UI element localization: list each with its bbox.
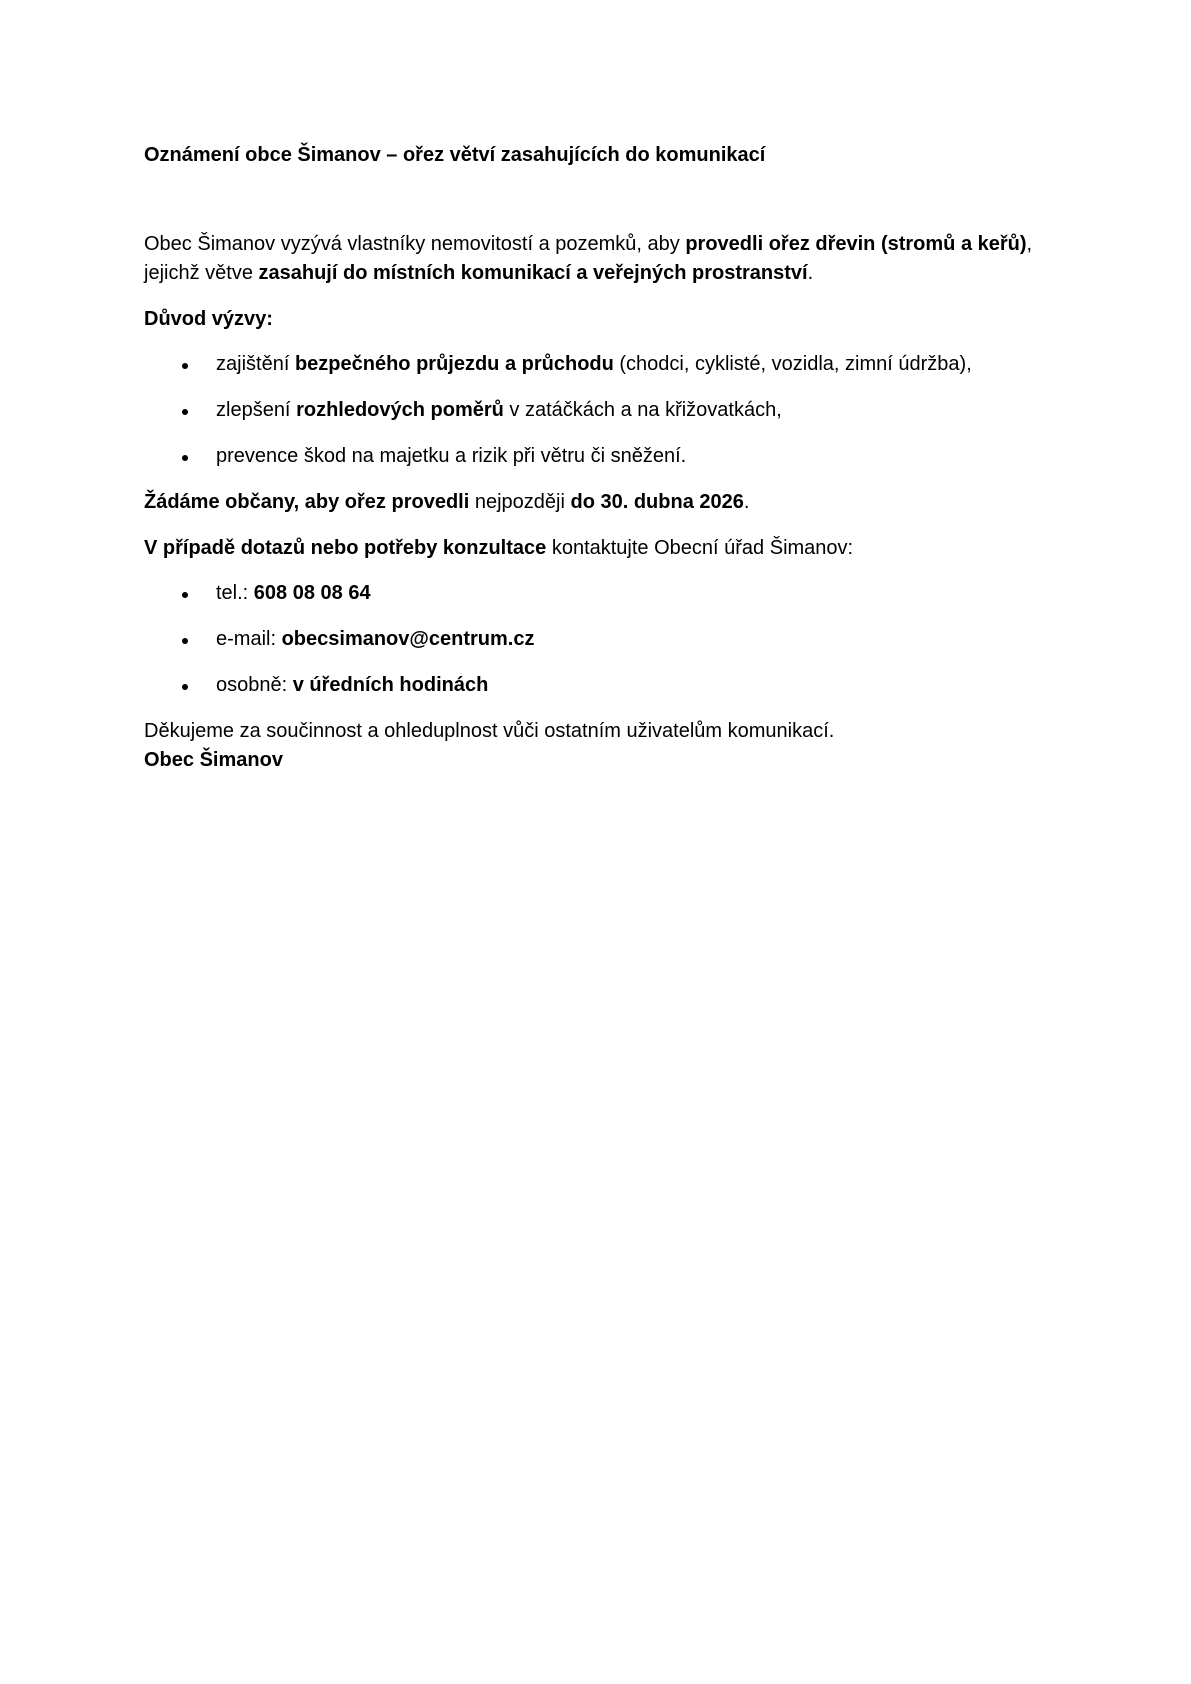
deadline-punct: . xyxy=(743,491,750,513)
thanks-text: Děkujeme za součinnost a ohleduplnost vůči ostatním uživatelům komunikací. xyxy=(144,720,835,742)
bullet-icon xyxy=(182,592,188,598)
bullet-icon xyxy=(182,455,188,461)
bullet-icon xyxy=(182,638,188,644)
contact-intro-emphasis: V případě dotazů nebo potřeby konzultace xyxy=(144,537,547,559)
list-item-text: v zatáčkách a na křižovatkách, xyxy=(503,399,782,421)
signature: Obec Šimanov xyxy=(144,749,283,771)
list-item-contact xyxy=(216,579,371,608)
list-item-text: (chodci, cyklisté, vozidla, zimní údržba), xyxy=(613,353,972,375)
deadline-paragraph xyxy=(144,488,1044,517)
document-title: Oznámení obce Šimanov – ořez větví zasahujících do komunikací xyxy=(144,144,766,166)
intro-emphasis: zasahují do místních komunikací a veřejných prostranství xyxy=(258,262,808,284)
contact-intro-text: kontaktujte Obecní úřad Šimanov: xyxy=(546,537,854,559)
list-item-reason xyxy=(216,350,972,379)
list-item-text: zajištění xyxy=(216,353,295,375)
list-item-text: zlepšení xyxy=(216,399,297,421)
intro-paragraph xyxy=(144,230,1044,288)
contact-label: e-mail: xyxy=(216,628,282,650)
deadline-date: do 30. dubna 2026 xyxy=(570,491,744,513)
list-item-contact xyxy=(216,625,535,654)
list-item-contact xyxy=(216,671,488,700)
intro-text: jejichž větve xyxy=(144,262,259,284)
reason-heading xyxy=(144,305,1044,334)
contact-label: tel.: xyxy=(216,582,254,604)
list-item-reason xyxy=(216,396,782,425)
intro-text: Obec Šimanov vyzývá vlastníky nemovitostí a pozemků, aby xyxy=(144,233,686,255)
reason-heading-text: Důvod výzvy: xyxy=(144,308,273,330)
contact-hours: v úředních hodinách xyxy=(292,674,489,696)
list-item-reason xyxy=(216,442,686,471)
intro-punct: . xyxy=(807,262,814,284)
contact-label: osobně: xyxy=(216,674,293,696)
closing-paragraph xyxy=(144,717,1044,775)
contact-phone: 608 08 08 64 xyxy=(253,582,371,604)
bullet-icon xyxy=(182,684,188,690)
intro-punct: , xyxy=(1026,233,1033,255)
list-item-text: prevence škod na majetku a rizik při větru či sněžení. xyxy=(216,445,687,467)
intro-emphasis: provedli ořez dřevin (stromů a keřů) xyxy=(685,233,1027,255)
deadline-text: nejpozději xyxy=(469,491,571,513)
deadline-emphasis: Žádáme občany, aby ořez provedli xyxy=(144,491,470,513)
bullet-icon xyxy=(182,363,188,369)
list-item-emphasis: bezpečného průjezdu a průchodu xyxy=(294,353,614,375)
bullet-icon xyxy=(182,409,188,415)
contact-intro-paragraph xyxy=(144,534,1044,563)
contact-email: obecsimanov@centrum.cz xyxy=(281,628,535,650)
list-item-emphasis: rozhledových poměrů xyxy=(296,399,504,421)
